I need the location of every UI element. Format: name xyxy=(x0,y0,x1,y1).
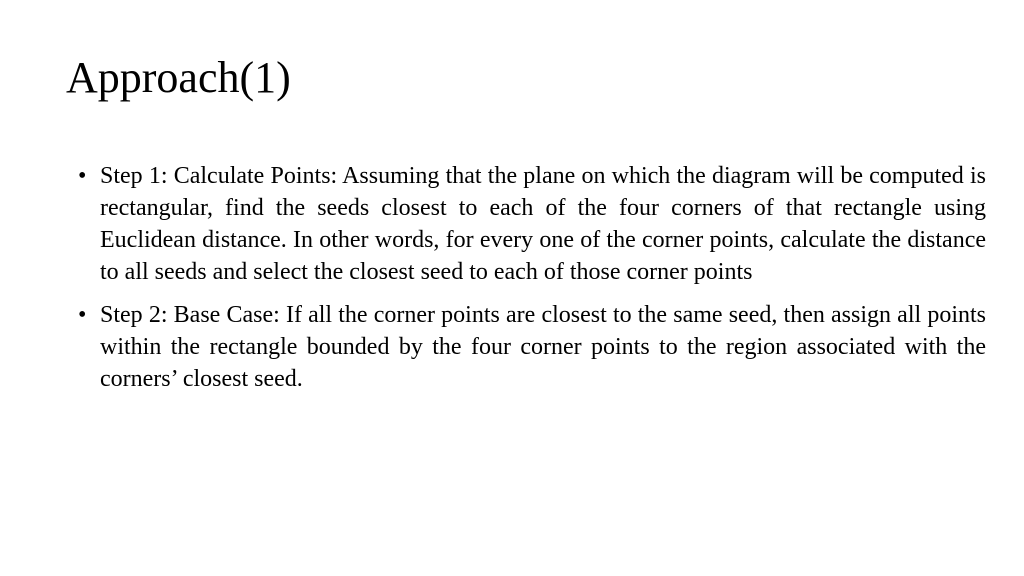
bullet-text: Step 2: Base Case: If all the corner points are closest to the same seed, then assign all points within the rectangle bounded by the four corner points to the region associated with the corners’ closest seed. xyxy=(100,302,986,392)
bullet-icon: • xyxy=(78,163,87,189)
slide-title: Approach(1) xyxy=(66,53,291,102)
bullet-text: Step 1: Calculate Points: Assuming that the plane on which the diagram will be computed is rectangular, find the seeds closest to each of the four corners of that rectangle using Euclidean distance. In other words, for every one of the corner points, calculate the distance to all seeds and select the closest seed to each of those corner points xyxy=(100,163,986,285)
bullet-item-step-1 xyxy=(78,160,986,288)
bullet-icon: • xyxy=(78,302,87,328)
bullet-list xyxy=(78,160,986,406)
bullet-item-step-2 xyxy=(78,299,986,395)
